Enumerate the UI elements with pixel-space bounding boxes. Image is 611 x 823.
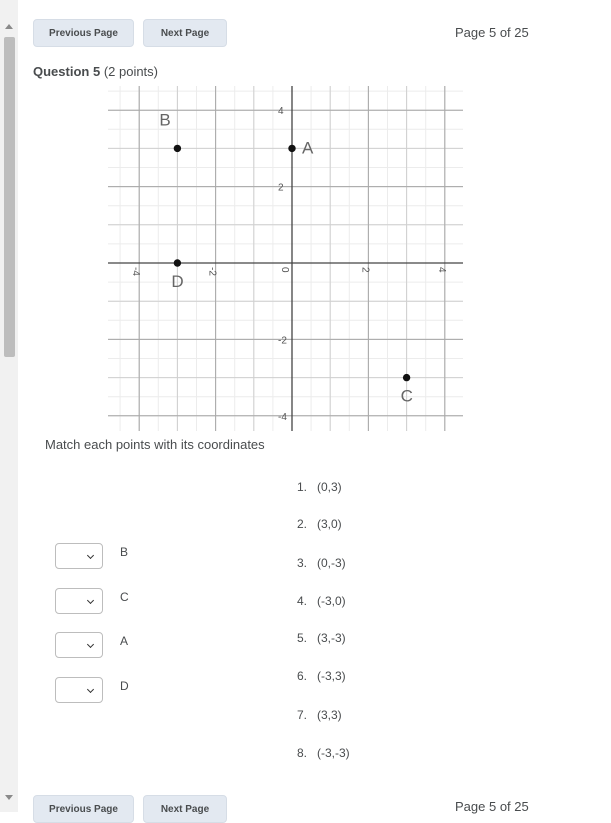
choice-item: [297, 708, 342, 722]
choice-text: (-3,0): [317, 594, 346, 608]
question-title: [33, 64, 158, 79]
choice-item: [297, 594, 346, 608]
choice-text: (3,0): [317, 517, 342, 531]
match-label-c: C: [120, 590, 129, 604]
chevron-down-icon: [87, 686, 94, 693]
y-tick-label: -2: [278, 335, 287, 347]
question-number: Question 5: [33, 64, 101, 79]
point-d: [174, 259, 181, 266]
point-label-c: C: [400, 386, 413, 406]
next-page-button[interactable]: Next Page: [143, 19, 227, 47]
chevron-down-icon: [87, 597, 94, 604]
choice-number: 5.: [297, 631, 308, 645]
scroll-down-arrow-icon[interactable]: [5, 795, 13, 800]
coordinate-graph: [108, 86, 463, 436]
choice-item: [297, 669, 346, 683]
point-b: [174, 145, 181, 152]
choice-item: [297, 517, 342, 531]
y-tick-label: -4: [278, 411, 287, 423]
x-tick-label: -2: [206, 267, 218, 276]
next-page-button-bottom[interactable]: Next Page: [143, 795, 227, 823]
choice-text: (-3,-3): [317, 746, 350, 760]
page-indicator-bottom: Page 5 of 25: [455, 799, 529, 814]
match-label-a: A: [120, 634, 129, 648]
scrollbar[interactable]: [0, 0, 18, 812]
match-dropdown-b[interactable]: [55, 543, 103, 569]
coordinate-graph-svg: [108, 86, 463, 431]
question-points: (2 points): [103, 64, 159, 79]
choice-text: (3,3): [317, 708, 342, 722]
question-instruction: Match each points with its coordinates: [45, 437, 265, 452]
choice-item: [297, 746, 350, 760]
x-tick-label: 2: [359, 267, 371, 273]
choice-number: 4.: [297, 594, 308, 608]
choice-item: [297, 480, 342, 494]
point-c: [403, 374, 410, 381]
match-dropdown-a[interactable]: [55, 632, 103, 658]
match-label-b: B: [120, 545, 129, 559]
match-dropdown-d[interactable]: [55, 677, 103, 703]
match-label-d: D: [120, 679, 129, 693]
choice-text: (0,3): [317, 480, 342, 494]
choice-text: (3,-3): [317, 631, 346, 645]
chevron-down-icon: [87, 641, 94, 648]
point-label-a: A: [302, 138, 314, 158]
choice-number: 6.: [297, 669, 308, 683]
point-label-d: D: [171, 272, 184, 291]
choice-number: 8.: [297, 746, 308, 760]
x-tick-label: -4: [130, 267, 142, 276]
point-label-b: B: [159, 110, 171, 130]
choice-number: 7.: [297, 708, 308, 722]
page-indicator: Page 5 of 25: [455, 25, 529, 40]
point-a: [288, 145, 295, 152]
choice-number: 2.: [297, 517, 308, 531]
y-tick-label: 4: [278, 106, 284, 118]
match-dropdown-c[interactable]: [55, 588, 103, 614]
choice-item: [297, 556, 346, 570]
choice-text: (0,-3): [317, 556, 346, 570]
x-tick-label: 4: [435, 267, 447, 273]
y-tick-label: 2: [278, 182, 284, 194]
scroll-thumb[interactable]: [4, 37, 15, 357]
scroll-up-arrow-icon[interactable]: [5, 24, 13, 29]
previous-page-button-bottom[interactable]: Previous Page: [33, 795, 134, 823]
choice-number: 1.: [297, 480, 308, 494]
choice-text: (-3,3): [317, 669, 346, 683]
choice-number: 3.: [297, 556, 308, 570]
choice-item: [297, 631, 346, 645]
previous-page-button[interactable]: Previous Page: [33, 19, 134, 47]
x-tick-label: 0: [279, 267, 290, 273]
chevron-down-icon: [87, 552, 94, 559]
